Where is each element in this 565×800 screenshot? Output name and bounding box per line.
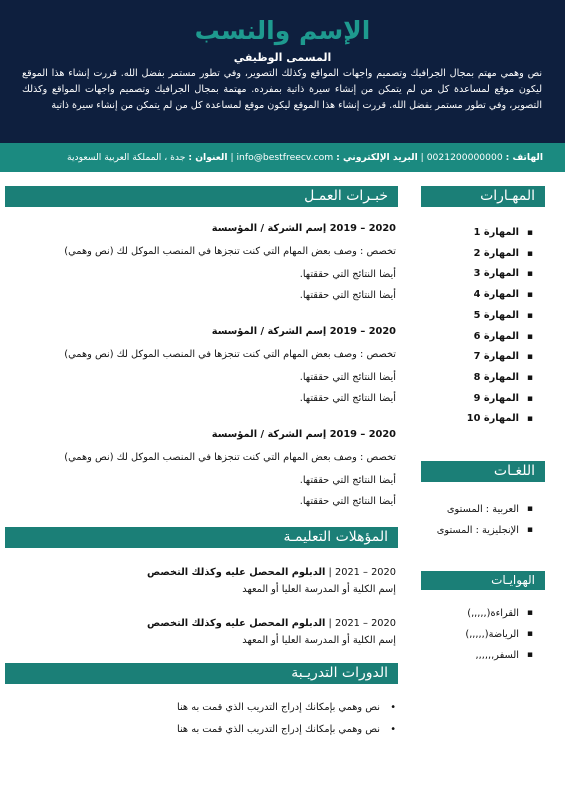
email-value[interactable]: info@bestfreecv.com [236, 152, 334, 163]
address-label: العنوان : [188, 152, 228, 163]
list-item: ▪ الرياضة(,,,,,) [465, 624, 533, 645]
skills-section-title: المهـارات [421, 186, 545, 207]
job-description: تخصص : وصف بعض المهام التي كنت تنجزها في المنصب الموكل لك (نص وهمي) [64, 246, 396, 257]
list-item: ▪ العربية : المستوى [437, 499, 533, 520]
education-entry [110, 615, 396, 649]
education-school: إسم الكلية أو المدرسة العليا أو المعهد [242, 584, 396, 595]
education-degree: الدبلوم المحصل عليه وكذلك التخصص [147, 567, 326, 578]
experience-entry [10, 218, 396, 306]
hobbies-list [465, 603, 533, 666]
languages-list [437, 499, 533, 541]
list-item: • نص وهمي بإمكانك إدراج التدريب الذي قمت به هنا [140, 719, 396, 741]
education-row [110, 564, 396, 581]
job-result: أيضا النتائج التي حققتها. [299, 269, 396, 280]
education-separator: | [328, 618, 332, 629]
list-item: ▪ المهارة 3 [467, 264, 533, 285]
list-item: ▪ المهارة 9 [467, 389, 533, 410]
list-item: ▪ المهارة 2 [467, 244, 533, 265]
resume-header [0, 0, 565, 143]
job-title: المسمى الوظيفي [233, 51, 332, 64]
skills-list [467, 223, 533, 430]
education-years: 2020 – 2021 [334, 618, 396, 629]
profile-summary: نص وهمي مهتم بمجال الجرافيك وتصميم واجهات المواقع وكذلك التصوير، وفي تطور مستمر بفضل الله. قررت إنشاء هذا الموقع ليكون موقع لمساعدة كل من لم يتمكن من إنشاء سيرة ذاتية بمفرده. مهتمة بمجال الجرافيك وتصميم واجهات المواقع وكذلك التصوير، وفي تطور مستمر بفضل الله. قررت إنشاء هذا الموقع ليكون موقع لمساعدة كل من لم يتمكن من إنشاء سيرة ذاتية [22, 68, 542, 111]
experience-entry [10, 424, 396, 512]
education-section-title: المؤهلات التعليمـة [5, 527, 398, 548]
list-item: ▪ المهارة 6 [467, 327, 533, 348]
job-heading: 2020 – 2019 إسم الشركة / المؤسسة [211, 223, 396, 234]
job-result: أيضا النتائج التي حققتها. [299, 475, 396, 486]
job-description: تخصص : وصف بعض المهام التي كنت تنجزها في المنصب الموكل لك (نص وهمي) [64, 452, 396, 463]
list-item: ▪ المهارة 8 [467, 368, 533, 389]
education-separator: | [328, 567, 332, 578]
job-result: أيضا النتائج التي حققتها. [299, 290, 396, 301]
list-item: ▪ القراءة(,,,,,) [465, 603, 533, 624]
list-item: ▪ المهارة 4 [467, 285, 533, 306]
list-item: ▪ المهارة 5 [467, 306, 533, 327]
job-heading: 2020 – 2019 إسم الشركة / المؤسسة [211, 429, 396, 440]
contact-separator: | [420, 152, 424, 163]
experience-section-title: خبـرات العمـل [5, 186, 398, 207]
education-years: 2020 – 2021 [334, 567, 396, 578]
job-result: أيضا النتائج التي حققتها. [299, 372, 396, 383]
list-item: ▪ المهارة 7 [467, 347, 533, 368]
education-degree: الدبلوم المحصل عليه وكذلك التخصص [147, 618, 326, 629]
job-result: أيضا النتائج التي حققتها. [299, 496, 396, 507]
list-item: ▪ المهارة 1 [467, 223, 533, 244]
job-result: أيضا النتائج التي حققتها. [299, 393, 396, 404]
education-school: إسم الكلية أو المدرسة العليا أو المعهد [242, 635, 396, 646]
job-heading: 2020 – 2019 إسم الشركة / المؤسسة [211, 326, 396, 337]
contact-separator: | [230, 152, 234, 163]
list-item: ▪ الإنجليزية : المستوى [437, 520, 533, 541]
training-section-title: الدورات التدريـبة [5, 663, 398, 684]
phone-value: 0021200000000 [426, 152, 503, 163]
list-item: • نص وهمي بإمكانك إدراج التدريب الذي قمت به هنا [140, 697, 396, 719]
contact-bar [0, 143, 565, 172]
hobbies-section-title: الهوايـات [421, 571, 545, 590]
education-entry [110, 564, 396, 598]
email-label: البريد الإلكتروني : [336, 152, 418, 163]
phone-label: الهاتف : [505, 152, 543, 163]
experience-entry [10, 321, 396, 409]
address-value: جدة ، المملكة العربية السعودية [67, 152, 186, 163]
job-description: تخصص : وصف بعض المهام التي كنت تنجزها في المنصب الموكل لك (نص وهمي) [64, 349, 396, 360]
education-row [110, 615, 396, 632]
person-name: الإسم والنسب [194, 16, 371, 45]
list-item: ▪ المهارة 10 [467, 409, 533, 430]
list-item: ▪ السفر,,,,,, [465, 645, 533, 666]
training-list [140, 697, 396, 741]
languages-section-title: اللغـات [421, 461, 545, 482]
